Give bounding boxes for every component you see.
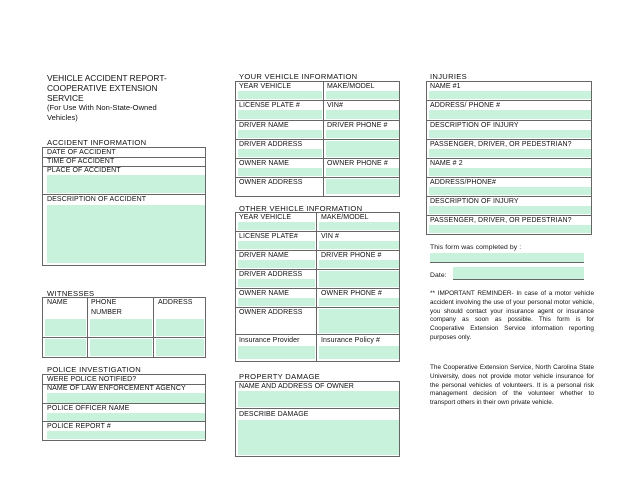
your-vin-field[interactable]	[326, 110, 399, 119]
property-damage-title: PROPERTY DAMAGE	[239, 372, 321, 381]
accident-description-label: DESCRIPTION OF ACCIDENT	[47, 196, 147, 203]
other-driver-name-field[interactable]	[238, 260, 315, 268]
other-driver-name-label: DRIVER NAME	[239, 252, 289, 259]
injury2-address-label: ADDRESS/PHONE#	[430, 179, 496, 186]
form-title-line5: Vehicles)	[47, 112, 78, 122]
other-driver-address-label: DRIVER ADDRESS	[239, 271, 303, 278]
your-owner-phone-label: OWNER PHONE #	[327, 160, 388, 167]
witness-name-header: NAME	[47, 299, 68, 306]
other-year-field[interactable]	[238, 222, 315, 230]
form-title-line4: (For Use With Non-State-Owned	[47, 103, 157, 112]
injury2-role-field[interactable]	[429, 225, 591, 233]
your-owner-address-field[interactable]	[326, 179, 399, 194]
injuries-title: INJURIES	[430, 72, 467, 81]
witnesses-title: WITNESSES	[47, 289, 95, 298]
accident-date-label: DATE OF ACCIDENT	[47, 149, 116, 156]
accident-place-field[interactable]	[47, 175, 205, 193]
police-report-label: POLICE REPORT #	[47, 423, 111, 430]
accident-description-field[interactable]	[47, 205, 205, 263]
injuries-section	[426, 81, 592, 235]
injury1-role-field[interactable]	[429, 149, 591, 157]
injury2-address-field[interactable]	[429, 187, 591, 195]
describe-damage-field[interactable]	[238, 420, 399, 455]
injury1-role-label: PASSENGER, DRIVER, OR PEDESTRIAN?	[430, 141, 572, 148]
other-driver-address-field-2[interactable]	[319, 271, 399, 287]
injury2-name-label: NAME # 2	[430, 160, 463, 167]
other-owner-address-label: OWNER ADDRESS	[239, 309, 303, 316]
police-agency-label: NAME OF LAW ENFORCEMENT AGENCY	[47, 385, 186, 392]
your-plate-label: LICENSE PLATE #	[239, 102, 300, 109]
police-agency-field[interactable]	[47, 393, 205, 403]
your-owner-name-field[interactable]	[238, 168, 322, 176]
injury2-description-field[interactable]	[429, 206, 591, 214]
other-vin-label: VIN #	[321, 233, 340, 240]
accident-info-title: ACCIDENT INFORMATION	[47, 138, 147, 147]
your-driver-phone-label: DRIVER PHONE #	[327, 122, 388, 129]
witness-address-header: ADDRESS	[158, 299, 193, 306]
witness-phone-header-line2: NUMBER	[91, 309, 122, 316]
property-owner-field[interactable]	[238, 391, 399, 407]
other-plate-label: LICENSE PLATE#	[239, 233, 298, 240]
other-driver-phone-field[interactable]	[319, 260, 399, 268]
witness2-address-field[interactable]	[156, 339, 204, 356]
witness1-phone-field[interactable]	[90, 319, 152, 336]
other-plate-field[interactable]	[238, 241, 315, 249]
other-vehicle-title: OTHER VEHICLE INFORMATION	[239, 204, 363, 213]
completion-date-field[interactable]	[453, 267, 584, 279]
other-insurance-policy-field[interactable]	[319, 346, 399, 359]
your-owner-phone-field[interactable]	[326, 168, 399, 176]
your-plate-field[interactable]	[238, 110, 322, 119]
other-owner-address-field[interactable]	[319, 309, 399, 333]
your-driver-name-field[interactable]	[238, 130, 322, 138]
other-owner-phone-label: OWNER PHONE #	[321, 290, 382, 297]
form-title-line2: COOPERATIVE EXTENSION	[47, 83, 158, 93]
completion-date-label: Date:	[430, 272, 447, 279]
accident-info-section	[42, 147, 206, 266]
completed-by-label: This form was completed by :	[430, 244, 522, 251]
accident-time-label: TIME OF ACCIDENT	[47, 158, 115, 165]
your-vehicle-section	[235, 81, 400, 197]
injury1-description-field[interactable]	[429, 130, 591, 138]
completed-by-field[interactable]	[430, 253, 584, 262]
your-make-label: MAKE/MODEL	[327, 83, 375, 90]
other-owner-name-field[interactable]	[238, 298, 315, 306]
injury1-address-field[interactable]	[429, 110, 591, 119]
witness2-phone-field[interactable]	[90, 339, 152, 356]
police-notified-label: WERE POLICE NOTIFIED?	[47, 376, 137, 383]
your-driver-phone-field[interactable]	[326, 130, 399, 138]
your-make-field[interactable]	[326, 91, 399, 99]
other-vin-field[interactable]	[319, 241, 399, 249]
other-driver-address-field[interactable]	[238, 279, 315, 287]
form-title	[47, 73, 167, 122]
injury1-address-label: ADDRESS/ PHONE #	[430, 102, 501, 109]
other-make-label: MAKE/MODEL	[321, 214, 369, 221]
witness2-name-field[interactable]	[45, 339, 86, 356]
your-owner-address-label: OWNER ADDRESS	[239, 179, 303, 186]
important-reminder: ** IMPORTANT REMINDER- In case of a motor vehicle accident involving the use of your personal motor vehicle, you should contact your insurance agent or insurance company as soon as possible. This form is for Cooperative Extension Service information reporting purposes only.	[430, 290, 594, 341]
your-year-label: YEAR VEHICLE	[239, 83, 292, 90]
describe-damage-label: DESCRIBE DAMAGE	[239, 411, 309, 418]
other-year-label: YEAR VEHICLE	[239, 214, 292, 221]
injury2-role-label: PASSENGER, DRIVER, OR PEDESTRIAN?	[430, 217, 572, 224]
your-driver-name-label: DRIVER NAME	[239, 122, 289, 129]
witnesses-section	[42, 297, 206, 358]
witness1-name-field[interactable]	[45, 319, 86, 336]
police-section	[42, 374, 206, 441]
other-owner-phone-field[interactable]	[319, 298, 399, 306]
injury2-name-field[interactable]	[429, 168, 591, 176]
other-insurance-policy-label: Insurance Policy #	[321, 337, 380, 344]
your-vin-label: VIN#	[327, 102, 343, 109]
other-driver-phone-label: DRIVER PHONE #	[321, 252, 382, 259]
injury1-name-label: NAME #1	[430, 83, 461, 90]
other-insurance-provider-label: Insurance Provider	[239, 337, 300, 344]
form-title-line1: VEHICLE ACCIDENT REPORT-	[47, 73, 167, 83]
your-owner-name-label: OWNER NAME	[239, 160, 289, 167]
your-vehicle-title: YOUR VEHICLE INFORMATION	[239, 72, 358, 81]
witness-phone-header	[91, 299, 122, 317]
other-insurance-provider-field[interactable]	[238, 346, 315, 359]
your-driver-address-field-2[interactable]	[326, 141, 399, 157]
property-owner-label: NAME AND ADDRESS OF OWNER	[239, 383, 354, 390]
injury1-name-field[interactable]	[429, 91, 591, 99]
property-damage-section	[235, 381, 400, 457]
other-make-field[interactable]	[319, 222, 399, 230]
other-vehicle-section	[235, 212, 400, 362]
other-owner-name-label: OWNER NAME	[239, 290, 289, 297]
police-officer-label: POLICE OFFICER NAME	[47, 405, 130, 412]
cooperative-disclaimer: The Cooperative Extension Service, North Carolina State University, does not provide motor vehicle insurance for the personal vehicles of volunteers. It is a personal risk management decision of the volunteer whether to transport others in their own private vehicle.	[430, 364, 594, 407]
your-driver-address-field[interactable]	[238, 149, 322, 157]
witness1-address-field[interactable]	[156, 319, 204, 336]
your-driver-address-label: DRIVER ADDRESS	[239, 141, 303, 148]
police-title: POLICE INVESTIGATION	[47, 365, 142, 374]
injury1-description-label: DESCRIPTION OF INJURY	[430, 122, 519, 129]
police-officer-field[interactable]	[47, 413, 205, 421]
form-title-line3: SERVICE	[47, 93, 84, 103]
your-year-field[interactable]	[238, 91, 322, 99]
witness-phone-header-line1: PHONE	[91, 299, 117, 306]
police-report-field[interactable]	[47, 431, 205, 439]
injury2-description-label: DESCRIPTION OF INJURY	[430, 198, 519, 205]
accident-place-label: PLACE OF ACCIDENT	[47, 167, 121, 174]
